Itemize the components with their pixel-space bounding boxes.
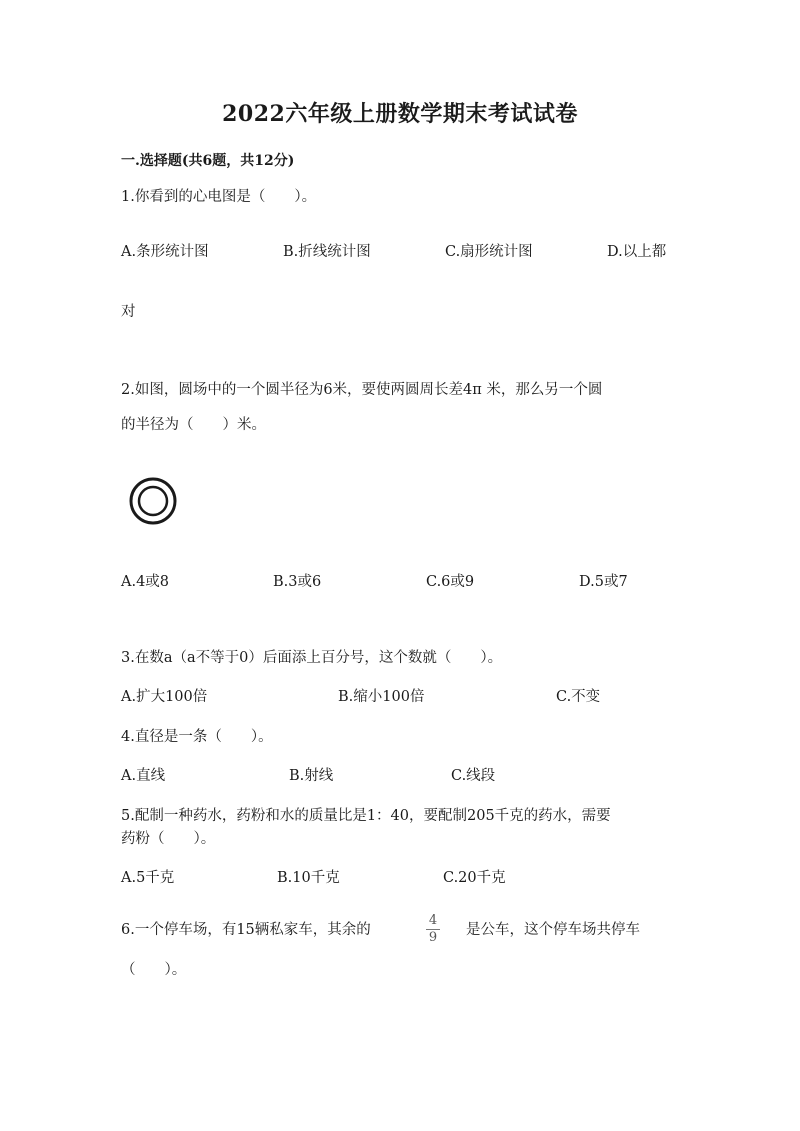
question-2-option-c[interactable]: C.6或9 xyxy=(426,574,475,590)
question-4-option-c[interactable]: C.线段 xyxy=(451,768,496,784)
question-6-stem-after: 是公车，这个停车场共停车 xyxy=(466,922,640,938)
question-4-stem: 4.直径是一条（ ）。 xyxy=(121,729,273,745)
page-title: 2022六年级上册数学期末考试试卷 xyxy=(222,101,578,127)
question-3-stem: 3.在数a（a不等于0）后面添上百分号，这个数就（ ）。 xyxy=(121,650,503,666)
question-2-stem-line-2: 的半径为（ ）米。 xyxy=(121,417,266,433)
question-1-stem: 1.你看到的心电图是（ ）。 xyxy=(121,189,317,205)
question-5-option-a[interactable]: A.5千克 xyxy=(121,870,175,886)
fraction-numerator: 4 xyxy=(428,913,438,928)
fraction-denominator: 9 xyxy=(428,930,438,945)
question-2-stem-line-1: 2.如图，圆场中的一个圆半径为6米，要使两圆周长差4π 米，那么另一个圆 xyxy=(121,382,603,398)
question-1-option-d[interactable]: D.以上都 xyxy=(607,244,667,260)
question-3-option-a[interactable]: A.扩大100倍 xyxy=(121,689,208,705)
question-1-option-b[interactable]: B.折线统计图 xyxy=(283,244,371,260)
question-5-option-b[interactable]: B.10千克 xyxy=(277,870,340,886)
question-6-stem-before: 6.一个停车场，有15辆私家车，其余的 xyxy=(121,922,371,938)
question-6-stem-line-2: （ ）。 xyxy=(121,962,187,978)
question-5-option-c[interactable]: C.20千克 xyxy=(443,870,506,886)
question-5-stem-line-1: 5.配制一种药水，药粉和水的质量比是1：40，要配制205千克的药水，需要 xyxy=(121,808,611,824)
question-1-option-d-wrap: 对 xyxy=(121,304,136,320)
question-1-option-a[interactable]: A.条形统计图 xyxy=(121,244,209,260)
question-3-option-b[interactable]: B.缩小100倍 xyxy=(338,689,425,705)
section-heading: 一.选择题(共6题，共12分) xyxy=(121,153,295,169)
question-4-option-a[interactable]: A.直线 xyxy=(121,768,166,784)
question-2-option-b[interactable]: B.3或6 xyxy=(273,574,322,590)
concentric-circles-icon xyxy=(128,476,178,526)
fraction xyxy=(425,914,441,945)
question-4-option-b[interactable]: B.射线 xyxy=(289,768,334,784)
question-2-option-d[interactable]: D.5或7 xyxy=(579,574,628,590)
question-5-stem-line-2: 药粉（ ）。 xyxy=(121,831,216,847)
question-3-option-c[interactable]: C.不变 xyxy=(556,689,601,705)
question-2-option-a[interactable]: A.4或8 xyxy=(121,574,170,590)
question-1-option-c[interactable]: C.扇形统计图 xyxy=(445,244,533,260)
